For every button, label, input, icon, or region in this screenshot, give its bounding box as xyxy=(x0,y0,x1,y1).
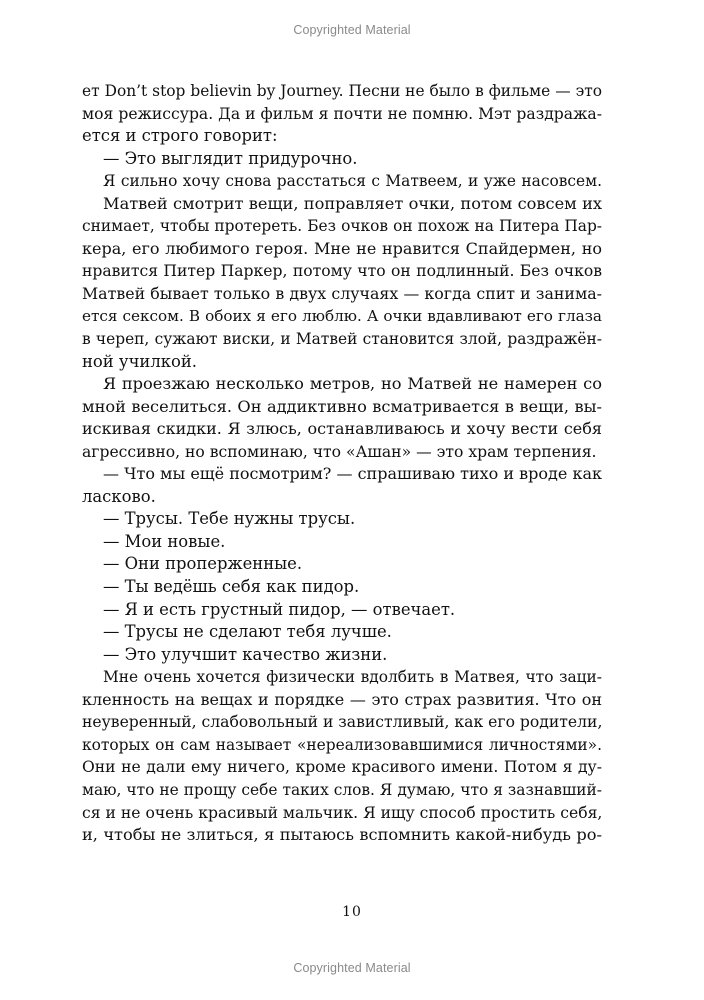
text-line: нравится Питер Паркер, потому что он подлинный. Без очков xyxy=(82,262,602,281)
dialogue-line: — Трусы не сделают тебя лучше. xyxy=(103,622,392,642)
text-line: агрессивно, но вспоминаю, что «Ашан» — это храм терпения. xyxy=(82,442,597,461)
text-line: которых он сам называет «нереализовавшимися личностями». xyxy=(82,735,602,754)
dialogue-line: — Я и есть грустный пидор, — отвечает. xyxy=(103,599,456,619)
dialogue-line: — Ты ведёшь себя как пидор. xyxy=(103,577,360,597)
text-line: Они не дали ему ничего, кроме красивого имени. Потом я ду- xyxy=(82,758,602,777)
text-line: Я проезжаю несколько метров, но Матвей не намерен со xyxy=(103,374,602,394)
dialogue-line: ласково. xyxy=(82,486,156,506)
copyright-watermark-top: Copyrighted Material xyxy=(293,23,411,37)
text-line: ет Don’t stop believin by Journey. Песни не было в фильме — это xyxy=(82,82,602,100)
text-line: Матвей бывает только в двух случаях — когда спит и занима- xyxy=(82,283,602,303)
text-line: Я сильно хочу снова расстаться с Матвеем, и уже насовсем. xyxy=(103,172,602,191)
dialogue-line: — Это улучшит качество жизни. xyxy=(103,644,388,664)
dialogue-line: — Что мы ещё посмотрим? — спрашиваю тихо и вроде как xyxy=(103,464,602,484)
dialogue-line: — Они проперженные. xyxy=(103,554,303,574)
text-line: и, чтобы не злиться, я пытаюсь вспомнить какой-нибудь ро- xyxy=(82,825,602,845)
dialogue-line: — Это выглядит придурочно. xyxy=(103,148,358,168)
page-number: 10 xyxy=(342,904,362,920)
text-line: ется и строго говорит: xyxy=(82,126,278,146)
text-line: кера, его любимого героя. Мне не нравится Спайдермен, но xyxy=(82,238,602,258)
text-line: Мне очень хочется физически вдолбить в Матвея, что заци- xyxy=(103,668,602,687)
text-line: моя режиссура. Да и фильм я почти не помню. Мэт раздража- xyxy=(82,104,602,123)
text-line: неуверенный, слабовольный и завистливый, как его родители, xyxy=(82,713,603,732)
text-line: в череп, сужают виски, и Матвей становится злой, раздражён- xyxy=(82,330,602,349)
text-line: кленность на вещах и порядке — это страх развития. Что он xyxy=(82,689,602,709)
text-line: мной веселиться. Он аддиктивно всматривается в вещи, вы- xyxy=(82,396,602,416)
dialogue-line: — Мои новые. xyxy=(103,531,226,551)
text-line: ется сексом. В обоих я его люблю. А очки вдавливают его глаза xyxy=(82,307,602,326)
text-line: снимает, чтобы протереть. Без очков он похож на Питера Пар- xyxy=(82,217,602,236)
text-line: искивая скидки. Я злюсь, останавливаюсь и хочу вести себя xyxy=(82,419,602,439)
text-line: ной училкой. xyxy=(82,351,197,371)
text-line: маю, что не прощу себе таких слов. Я думаю, что я зазнавший- xyxy=(82,780,602,799)
book-page-text xyxy=(82,80,602,847)
text-line: ся и не очень красивый мальчик. Я ищу способ простить себя, xyxy=(82,803,603,822)
copyright-watermark-bottom: Copyrighted Material xyxy=(293,961,411,975)
dialogue-line: — Трусы. Тебе нужны трусы. xyxy=(103,509,356,529)
text-line: Матвей смотрит вещи, поправляет очки, потом совсем их xyxy=(103,193,602,213)
